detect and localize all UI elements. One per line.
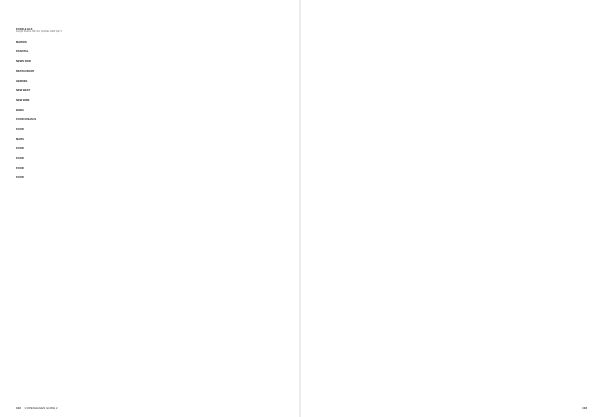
entry-name: BOBS (16, 108, 24, 112)
entry-name: FOOD & ELS (16, 28, 33, 31)
entry-name: FOOD (16, 147, 24, 151)
entry-name: NEWS NOR (16, 60, 31, 64)
directory-entry (16, 134, 80, 141)
publication-title: COPENHAGEN GUIDE 2 (24, 406, 58, 410)
directory-entry (16, 85, 80, 92)
entry-name: FOOD (16, 166, 24, 170)
right-columns (317, 24, 590, 403)
directory-entry (16, 153, 80, 160)
right-column-3 (457, 24, 521, 403)
page-footer (582, 406, 590, 410)
directory-entry (16, 56, 80, 63)
left-page (0, 0, 299, 417)
entry-name: NEW BINS (16, 98, 30, 102)
left-column-3 (156, 24, 220, 403)
directory-entry (16, 95, 80, 102)
left-column-1 (16, 24, 80, 403)
directory-entry (16, 124, 80, 131)
page-number: 102 (16, 406, 21, 410)
entry-name: FRANTAL (16, 50, 29, 54)
directory-entry (16, 143, 80, 150)
entry-name: MARIOS (16, 40, 27, 44)
page-number: 103 (582, 406, 587, 410)
entry-name: HEROES (16, 79, 28, 83)
page-footer (16, 406, 58, 410)
directory-entry (16, 24, 80, 34)
entry-name: FOOD (16, 176, 24, 180)
directory-entry (16, 37, 80, 44)
right-column-1 (317, 24, 381, 403)
directory-entry (16, 114, 80, 121)
directory-entry (16, 163, 80, 170)
entry-name: RESTAURANT (16, 69, 35, 73)
right-column-4 (526, 24, 590, 403)
left-column-2 (86, 24, 150, 403)
entry-name: FOOD (16, 127, 24, 131)
entry-address: Freight Strdmn, Blm 64, Cph/kbs 1000 Cph V (16, 31, 63, 34)
directory-entry (16, 46, 80, 53)
directory-entry (16, 76, 80, 83)
left-column-4 (225, 24, 289, 403)
directory-entry (16, 66, 80, 73)
directory-entry (16, 172, 80, 179)
right-column-2 (387, 24, 451, 403)
entry-name: MARS (16, 137, 24, 141)
entry-name: NEW BEST (16, 89, 31, 93)
entry-name: FOOD DOHAUS (16, 118, 37, 122)
directory-entry (16, 105, 80, 112)
entry-name: FOOD (16, 157, 24, 161)
right-page (301, 0, 600, 417)
left-columns (16, 24, 289, 403)
